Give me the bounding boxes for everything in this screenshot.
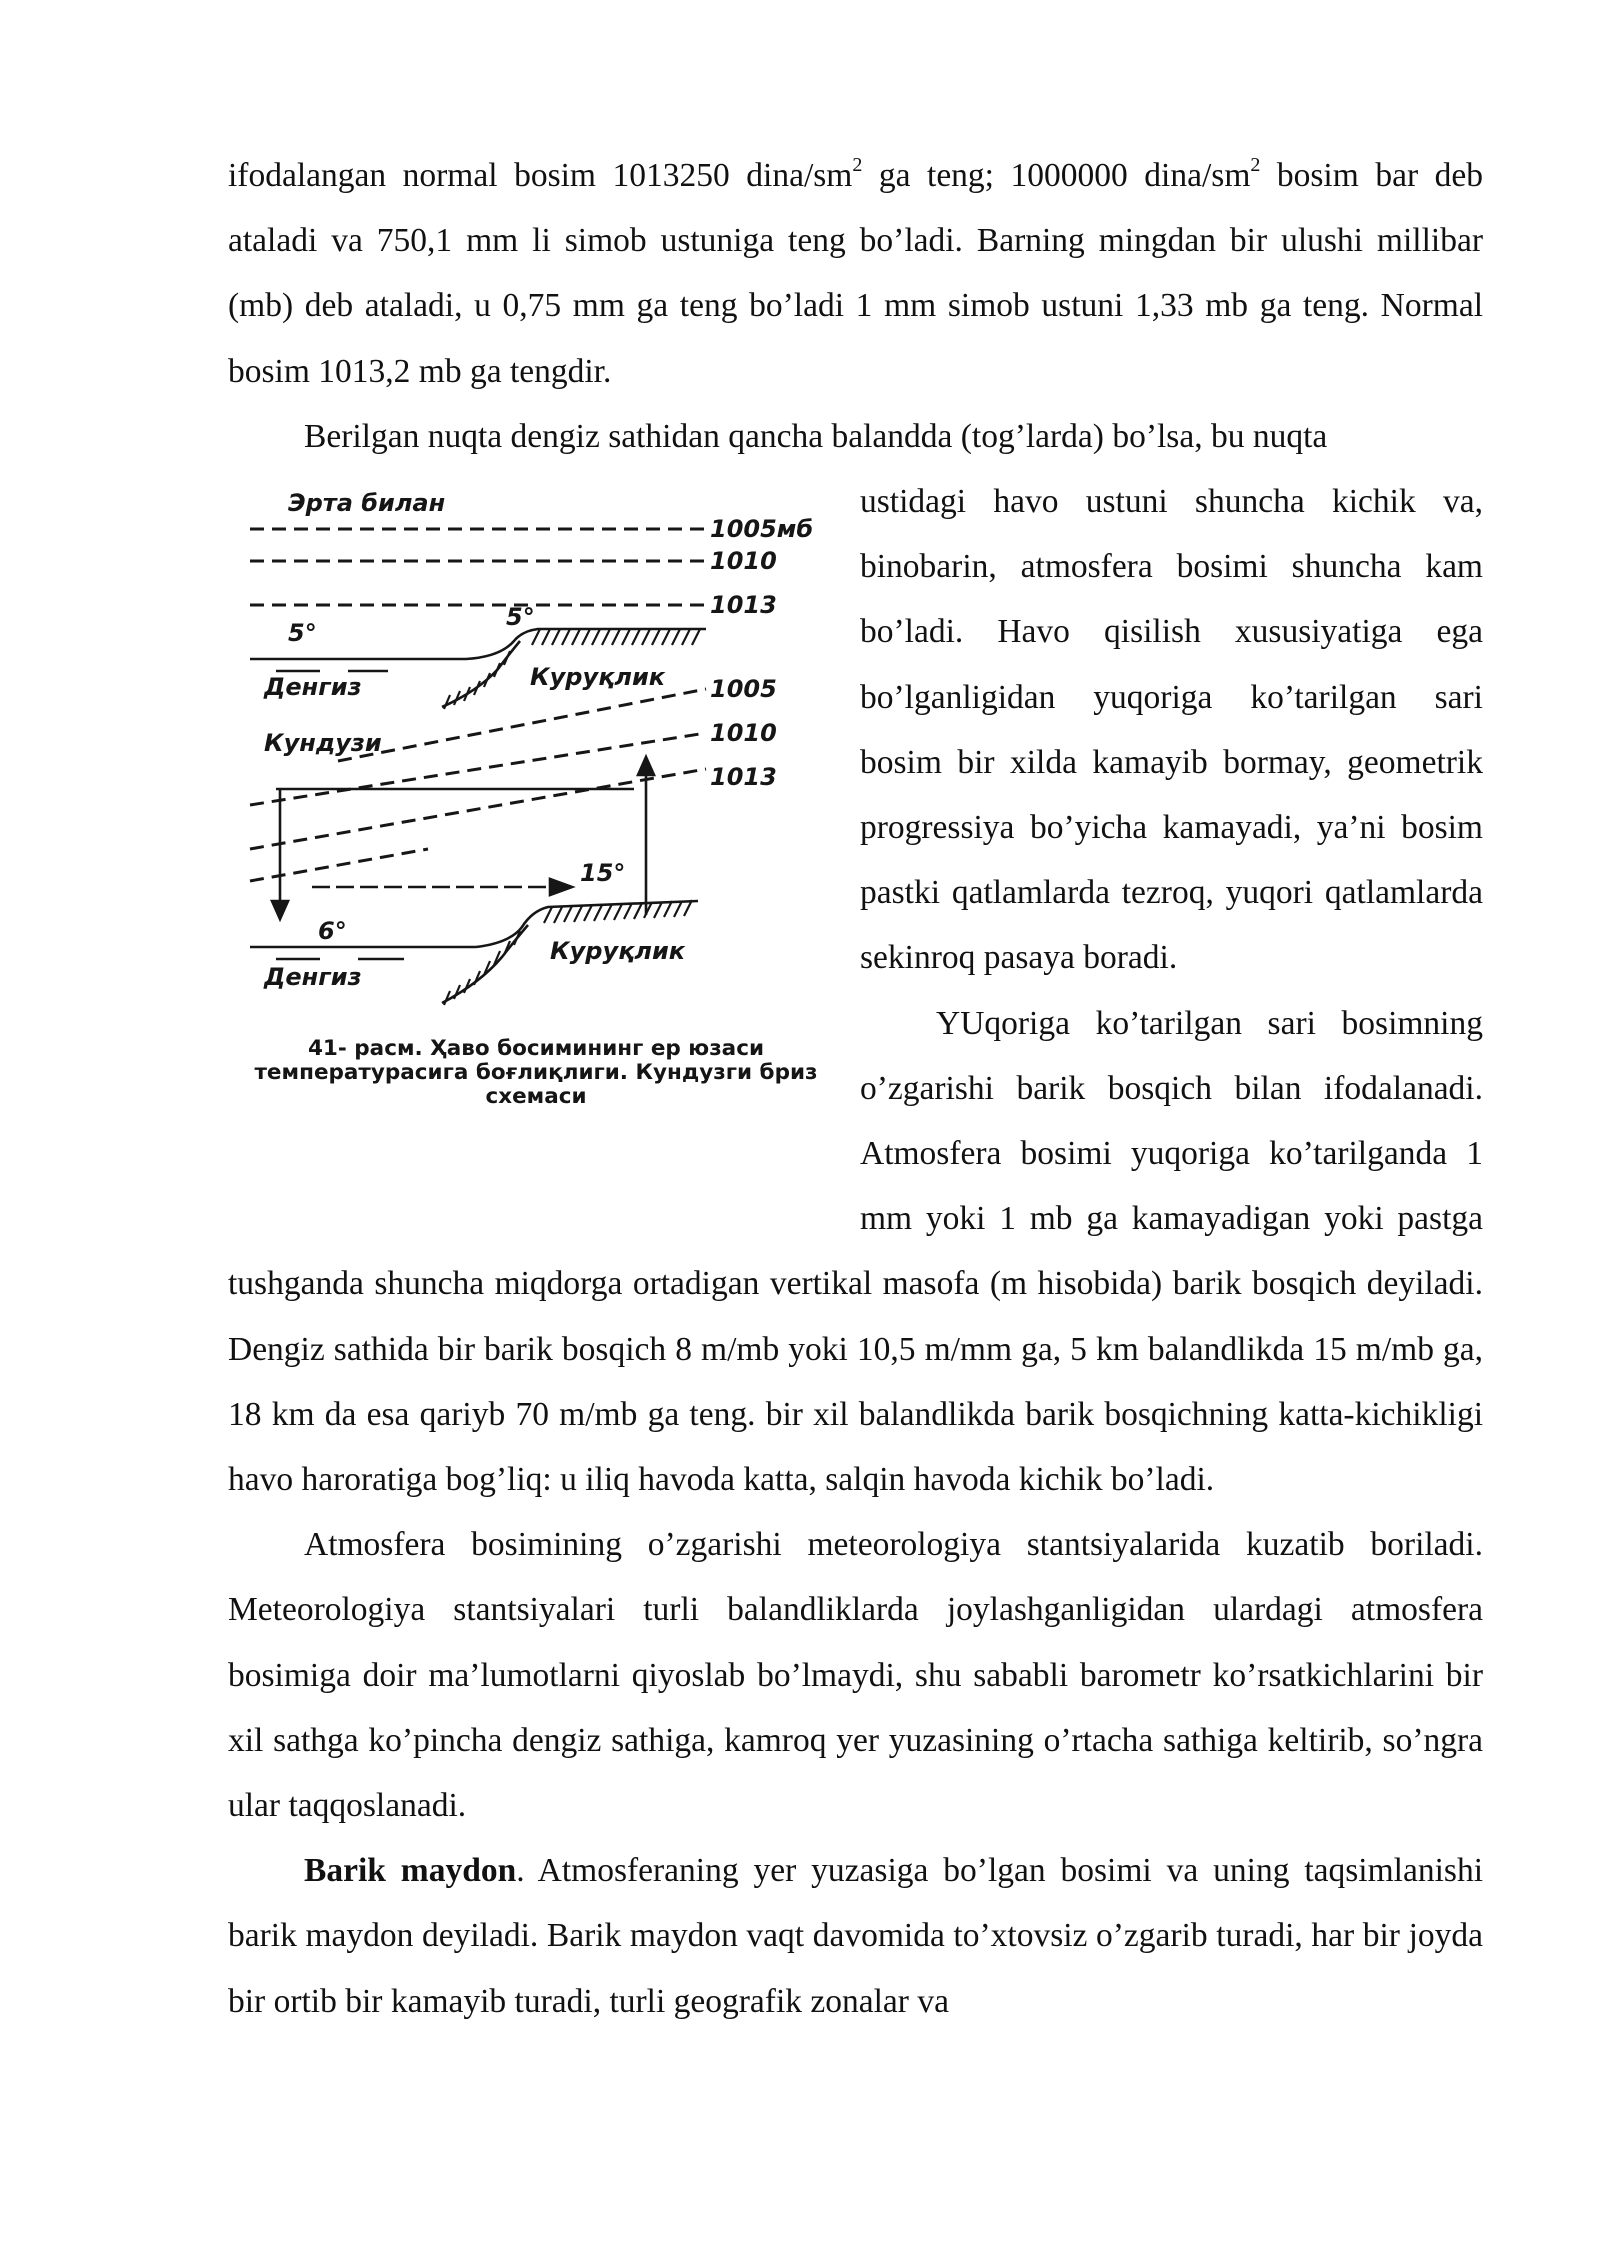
- figure-caption: 41- расм. Ҳаво босимининг ер юзаси температурасига боғлиқлиги. Кундузги бриз схемаси: [254, 1036, 818, 1110]
- paragraph-2-wrap: ustidagi havo ustuni shuncha kichik va, binobarin, atmosfera bosimi shuncha kam bo’ladi. Havo qisilish xususiyatiga ega bo’lganligidan yuqoriga ko’tarilgan sari bosim bir xilda kamayib bormay, geometrik progressiya bo’yicha kamayadi, ya’ni bosim pastki qatlamlarda tezroq, yuqori qatlamlarda sekinroq pasaya boradi.: [860, 483, 1483, 977]
- paragraph-4: Atmosfera bosimining o’zgarishi meteorologiya stantsiyalarida kuzatib boriladi. Meteorologiya stantsiyalari turli balandliklarda joylashganligidan ulardagi atmosfera bosimiga doir ma’lumotlarni qiyoslab bo’lmaydi, shu sababli barometr ko’rsatkichlarini bir xil sathga ko’pincha dengiz sathiga, kamroq yer yuzasining o’rtacha sathiga keltirib, so’ngra ular taqqoslanadi.: [228, 1526, 1483, 1825]
- day-land-temp: 15°: [580, 859, 626, 888]
- day-isobars: [250, 689, 706, 881]
- day-sea-label: Денгиз: [264, 963, 362, 992]
- text-column: [228, 143, 1483, 2034]
- morning-land-label: Куруқлик: [530, 663, 666, 692]
- p1-sup-2: 2: [1250, 154, 1261, 176]
- p1-sup-1: 2: [852, 154, 863, 176]
- paragraph-3: YUqoriga ko’tarilgan sari bosimning o’zgarishi barik bosqich bilan ifodalanadi. Atmosfera bosimi yuqoriga ko’tarilganda 1 mm yoki 1 mb ga kamayadigan yoki pastga tushganda shuncha miqdorga ortadigan vertikal masofa (m hisobida) barik bosqich deyiladi. Dengiz sathida bir barik bosqich 8 m/mb yoki 10,5 m/mm ga, 5 km balandlikda 15 m/mb ga, 18 km da esa qariyb 70 m/mb ga teng. bir xil balandlikda barik bosqichning katta-kichikligi havo haroratiga bog’liq: u iliq havoda katta, salqin havoda kichik bo’ladi.: [228, 1004, 1483, 1499]
- day-isobar-1010: 1010: [710, 719, 777, 748]
- figure-41: [228, 469, 828, 1199]
- term-barik-maydon: Barik maydon: [304, 1852, 517, 1890]
- day-sea-temp: 6°: [318, 917, 347, 946]
- paragraph-2-lead: Berilgan nuqta dengiz sathidan qancha balandda (tog’larda) bo’lsa, bu nuqta: [304, 417, 1328, 455]
- day-isobar-1005: 1005: [710, 675, 777, 704]
- paragraph-5: [228, 1838, 1483, 2034]
- morning-isobars: [250, 529, 706, 605]
- morning-sea-label: Денгиз: [264, 673, 362, 702]
- day-title: Кундузи: [264, 729, 382, 758]
- paragraph-1: [228, 143, 1483, 404]
- day-isobar-1013: 1013: [710, 763, 777, 792]
- p1-text-2: ga teng; 1000000 dina/sm: [862, 157, 1251, 194]
- day-circulation-arrows: [272, 757, 654, 919]
- p1-text-3: bosim bar deb ataladi va 750,1 mm li simob ustuniga teng bo’ladi. Barning mingdan bir ulushi millibar (mb) deb ataladi, u 0,75 mm ga teng bo’ladi 1 mm simob ustuni 1,33 mb ga teng. Normal bosim 1013,2 mb ga tengdir.: [228, 157, 1483, 390]
- morning-title: Эрта билан: [288, 489, 446, 518]
- morning-isobar-1013: 1013: [710, 591, 777, 620]
- morning-sea-temp: 5°: [288, 619, 317, 648]
- p1-text-1: ifodalangan normal bosim 1013250 dina/sm: [228, 157, 853, 194]
- paragraph-5-text: . Atmosferaning yer yuzasiga bo’lgan bosimi va uning taqsimlanishi barik maydon deyiladi. Barik maydon vaqt davomida to’xtovsiz o’zgarib turadi, har bir joyda bir ortib bir kamayib turadi, turli geografik zonalar va: [228, 1852, 1484, 2020]
- morning-land-temp: 5°: [506, 603, 535, 632]
- morning-isobar-1010: 1010: [710, 547, 777, 576]
- day-land-label: Куруқлик: [550, 937, 686, 966]
- morning-isobar-1005: 1005мб: [710, 515, 814, 544]
